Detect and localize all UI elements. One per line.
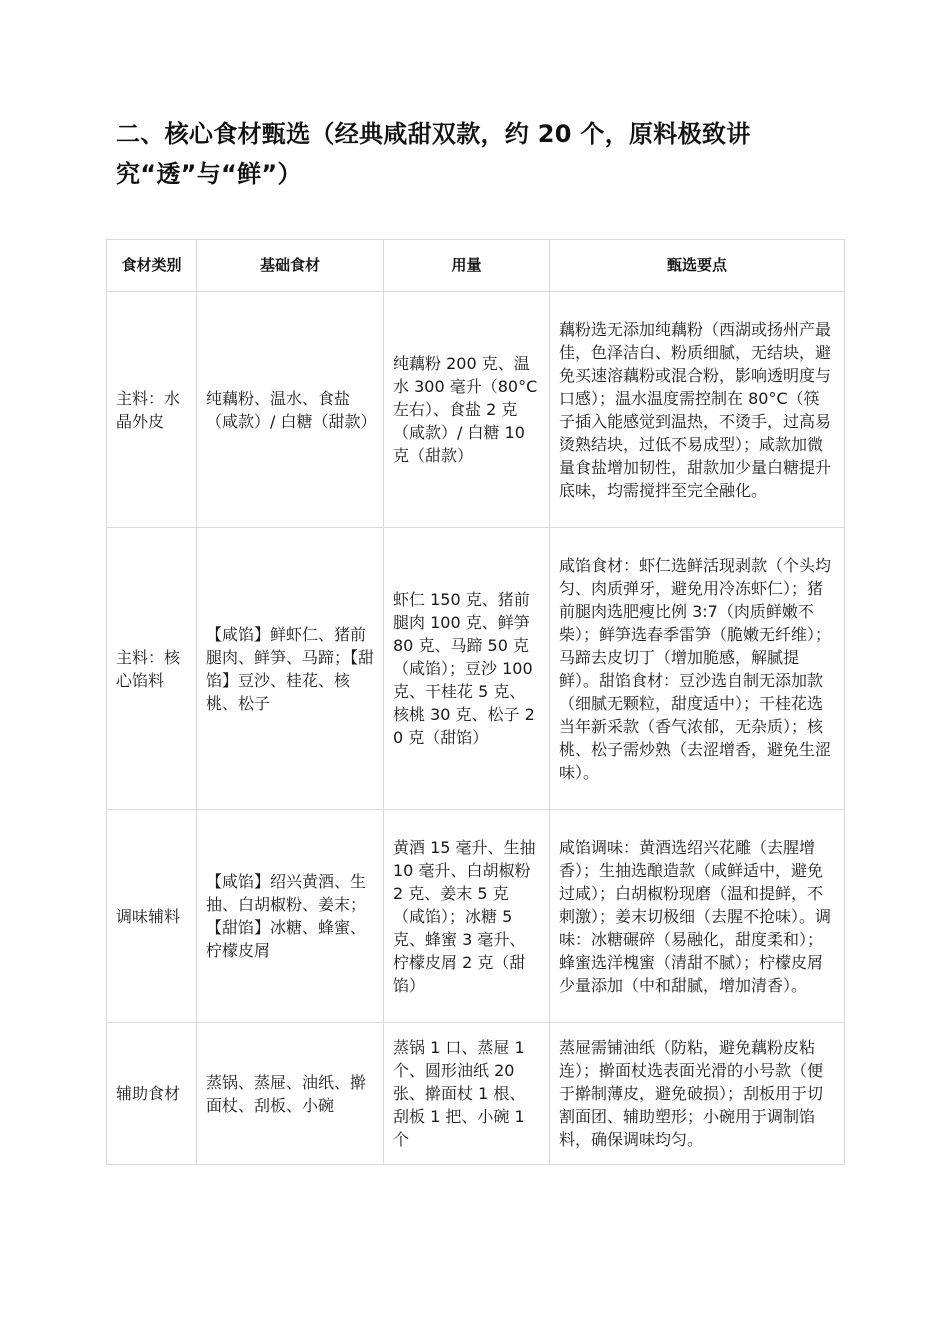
table-row — [107, 810, 845, 1023]
cell-category: 主料：水晶外皮 — [107, 292, 197, 528]
header-ingredients: 基础食材 — [197, 240, 384, 292]
cell-amount: 纯藕粉 200 克、温水 300 毫升（80°C左右）、食盐 2 克（咸款）/ 白糖 10 克（甜款） — [384, 292, 550, 528]
cell-category: 调味辅料 — [107, 810, 197, 1023]
cell-notes: 蒸屉需铺油纸（防粘，避免藕粉皮粘连）；擀面杖选表面光滑的小号款（便于擀制薄皮，避免破损）；刮板用于切割面团、辅助塑形；小碗用于调制馅料，确保调味均匀。 — [550, 1023, 845, 1165]
cell-notes: 咸馅食材：虾仁选鲜活现剥款（个头均匀、肉质弹牙，避免用冷冻虾仁）；猪前腿肉选肥瘦比例 3:7（肉质鲜嫩不柴）；鲜笋选春季雷笋（脆嫩无纤维）；马蹄去皮切丁（增加脆感，解腻提鲜）。甜馅食材：豆沙选自制无添加款（细腻无颗粒，甜度适中）；干桂花选当年新采款（香气浓郁，无杂质）；核桃、松子需炒熟（去涩增香，避免生涩味）。 — [550, 528, 845, 810]
cell-amount: 黄酒 15 毫升、生抽 10 毫升、白胡椒粉 2 克、姜末 5 克（咸馅）；冰糖 5 克、蜂蜜 3 毫升、柠檬皮屑 2 克（甜馅） — [384, 810, 550, 1023]
table-row — [107, 528, 845, 810]
table-header-row — [107, 240, 845, 292]
cell-category: 辅助食材 — [107, 1023, 197, 1165]
table-row — [107, 1023, 845, 1165]
cell-amount: 蒸锅 1 口、蒸屉 1 个、圆形油纸 20 张、擀面杖 1 根、刮板 1 把、小碗 1 个 — [384, 1023, 550, 1165]
cell-ingredients: 【咸馅】绍兴黄酒、生抽、白胡椒粉、姜末；【甜馅】冰糖、蜂蜜、柠檬皮屑 — [197, 810, 384, 1023]
cell-notes: 咸馅调味：黄酒选绍兴花雕（去腥增香）；生抽选酿造款（咸鲜适中，避免过咸）；白胡椒粉现磨（温和提鲜，不刺激）；姜末切极细（去腥不抢味）。调味：冰糖碾碎（易融化，甜度柔和）；蜂蜜选洋槐蜜（清甜不腻）；柠檬皮屑少量添加（中和甜腻，增加清香）。 — [550, 810, 845, 1023]
section-heading: 二、核心食材甄选（经典咸甜双款，约 20 个，原料极致讲究“透”与“鲜”） — [116, 120, 751, 188]
header-notes: 甄选要点 — [550, 240, 845, 292]
header-category: 食材类别 — [107, 240, 197, 292]
cell-ingredients: 【咸馅】鲜虾仁、猪前腿肉、鲜笋、马蹄；【甜馅】豆沙、桂花、核桃、松子 — [197, 528, 384, 810]
cell-notes: 藕粉选无添加纯藕粉（西湖或扬州产最佳，色泽洁白、粉质细腻，无结块，避免买速溶藕粉或混合粉，影响透明度与口感）；温水温度需控制在 80°C（筷子插入能感觉到温热，不烫手，过高易烫熟结块，过低不易成型）；咸款加微量食盐增加韧性，甜款加少量白糖提升底味，均需搅拌至完全融化。 — [550, 292, 845, 528]
ingredients-table — [106, 239, 845, 1165]
cell-ingredients: 纯藕粉、温水、食盐（咸款）/ 白糖（甜款） — [197, 292, 384, 528]
cell-category: 主料：核心馅料 — [107, 528, 197, 810]
cell-ingredients: 蒸锅、蒸屉、油纸、擀面杖、刮板、小碗 — [197, 1023, 384, 1165]
header-amount: 用量 — [384, 240, 550, 292]
table-row — [107, 292, 845, 528]
cell-amount: 虾仁 150 克、猪前腿肉 100 克、鲜笋 80 克、马蹄 50 克（咸馅）；豆沙 100 克、干桂花 5 克、核桃 30 克、松子 20 克（甜馅） — [384, 528, 550, 810]
